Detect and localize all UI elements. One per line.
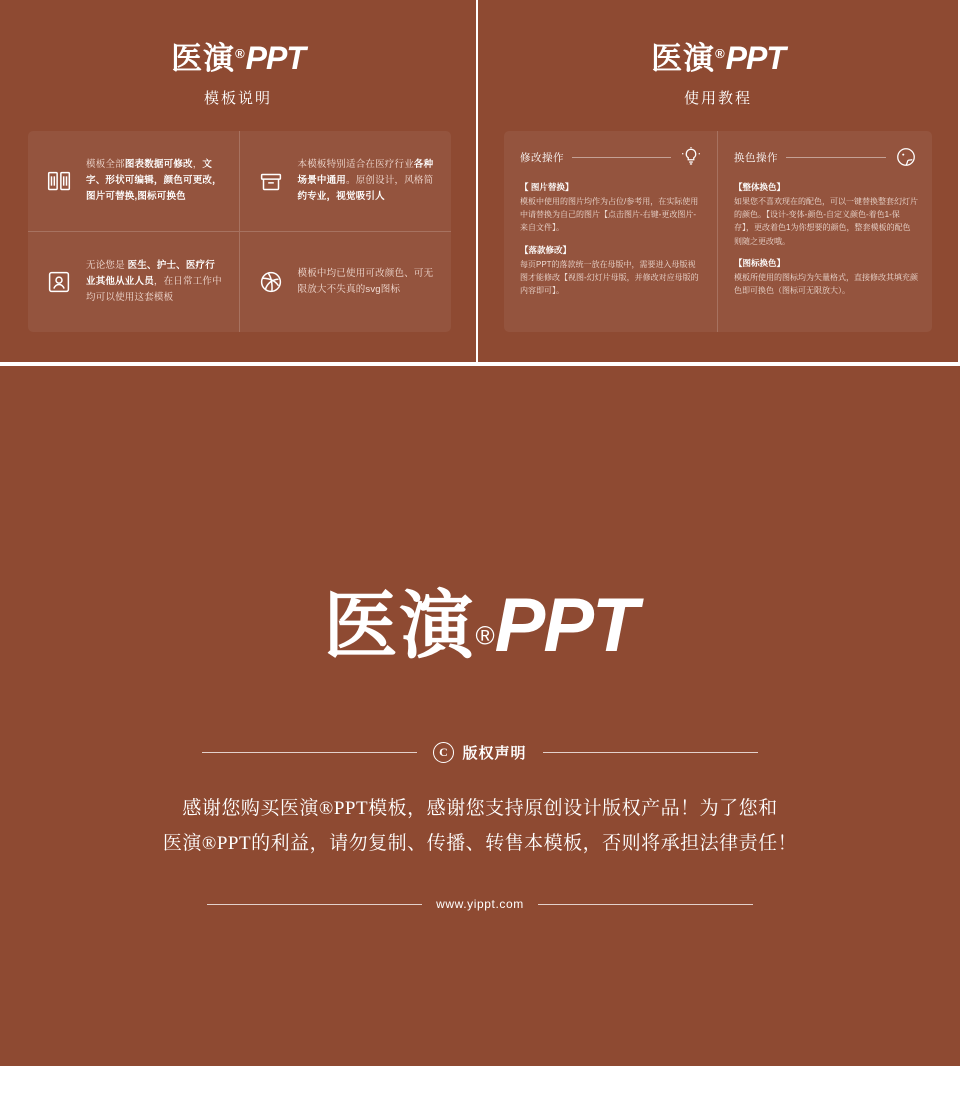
slide2-logo-wrap (478, 0, 958, 75)
feature-text: 本模板特别适合在医疗行业各种场景中通用。原创设计，风格简约专业，视觉吸引人 (297, 159, 434, 202)
slide1-subtitle: 模板说明 (203, 91, 272, 107)
feature-grid (28, 131, 451, 332)
tutorial-block-body: 每页PPT的落款统一放在母版中，需要进入母版视图才能修改【视图-幻灯片母版，并修改对应母版的内容即可】。 (520, 259, 699, 295)
brand-logo-registered: ® (235, 46, 246, 61)
divider-right (543, 752, 758, 753)
slide1-logo-wrap (0, 0, 476, 75)
feature-text: 模板中均已使用可改颜色、可无限放大不失真的svg图标 (297, 268, 434, 295)
book-open-icon (42, 164, 76, 198)
tutorial-block (520, 181, 703, 235)
tutorial-block-body: 模板所使用的图标均为矢量格式，直接修改其填充颜色即可换色（图标可无限放大）。 (734, 272, 918, 295)
copyright-statement (0, 791, 960, 861)
feature-text: 模板全部图表数据可修改，文字、形状可编辑，颜色可更改，图片可替换,图标可换色 (86, 159, 222, 202)
big-brand-logo (0, 366, 960, 668)
tutorial-block-title: 【落款修改】 (520, 244, 572, 255)
feature-text: 无论您是 医生、护士、医疗行业其他从业人员，在日常工作中均可以使用这套模板 (86, 260, 222, 303)
brand-logo-registered: ® (715, 46, 726, 61)
brand-logo-cn: 医演 (323, 586, 476, 668)
feature-cell (28, 131, 240, 232)
user-id-icon (42, 265, 76, 299)
tutorial-column-title: 修改操作 (520, 151, 564, 164)
feature-cell (240, 232, 452, 333)
page-bottom-margin (0, 1066, 960, 1100)
lightbulb-icon (679, 145, 703, 169)
tutorial-block (734, 257, 918, 297)
tutorial-block-title: 【图标换色】 (734, 257, 786, 268)
brand-logo-cn: 医演 (171, 41, 236, 76)
copyright-heading-text: 版权声明 (462, 745, 527, 762)
palette-icon (894, 145, 918, 169)
copyright-divider-row (0, 742, 960, 763)
tutorial-block-title: 【 图片替换】 (520, 182, 574, 192)
divider-left (202, 752, 417, 753)
url-divider-left (207, 904, 422, 905)
brand-logo (651, 42, 785, 75)
tutorial-block (520, 244, 703, 298)
slide-copyright-statement (0, 366, 960, 1066)
tutorial-panel (504, 131, 932, 332)
tutorial-block-body: 如果您不喜欢现在的配色，可以一键替换整套幻灯片的颜色。【设计-变体-颜色-自定义颜色-着色1-保存】，更改着色1为你想要的颜色，整套模板的配色则随之更改哦。 (734, 197, 918, 246)
basketball-icon (254, 265, 288, 299)
website-row (0, 897, 960, 911)
copyright-icon: C (433, 742, 454, 763)
copyright-heading (433, 742, 526, 763)
url-divider-right (538, 904, 753, 905)
tutorial-column-header (520, 145, 703, 169)
brand-logo-ppt: PPT (494, 583, 637, 668)
top-slides-row (0, 0, 960, 362)
slide-template-description (0, 0, 478, 362)
feature-cell (28, 232, 240, 333)
tutorial-column-recolor (718, 131, 932, 332)
tutorial-block-body: 模板中使用的图片均作为占位/参考用，在实际使用中请替换为自己的图片【点击图片-右键-更改图片-来自文件】。 (520, 197, 699, 233)
brand-logo-ppt: PPT (245, 40, 305, 76)
brand-logo-ppt: PPT (725, 40, 785, 76)
header-divider (786, 157, 886, 158)
copyright-statement-line2: 医演®PPT的利益，请勿复制、传播、转售本模板，否则将承担法律责任！ (162, 833, 798, 855)
feature-cell (240, 131, 452, 232)
slide2-subtitle: 使用教程 (683, 91, 752, 107)
archive-box-icon (254, 164, 288, 198)
slide-usage-tutorial (478, 0, 958, 362)
tutorial-column-title: 换色操作 (734, 151, 778, 164)
brand-logo-cn: 医演 (651, 41, 716, 76)
brand-logo-registered: ® (475, 620, 495, 651)
copyright-statement-line1: 感谢您购买医演®PPT模板，感谢您支持原创设计版权产品！为了您和 (182, 798, 778, 819)
tutorial-block (734, 181, 918, 248)
header-divider (572, 157, 671, 158)
website-url[interactable]: www.yippt.com (436, 897, 524, 912)
brand-logo (171, 42, 305, 75)
tutorial-column-header (734, 145, 918, 169)
tutorial-column-edit (504, 131, 718, 332)
tutorial-block-title: 【整体换色】 (734, 182, 786, 192)
